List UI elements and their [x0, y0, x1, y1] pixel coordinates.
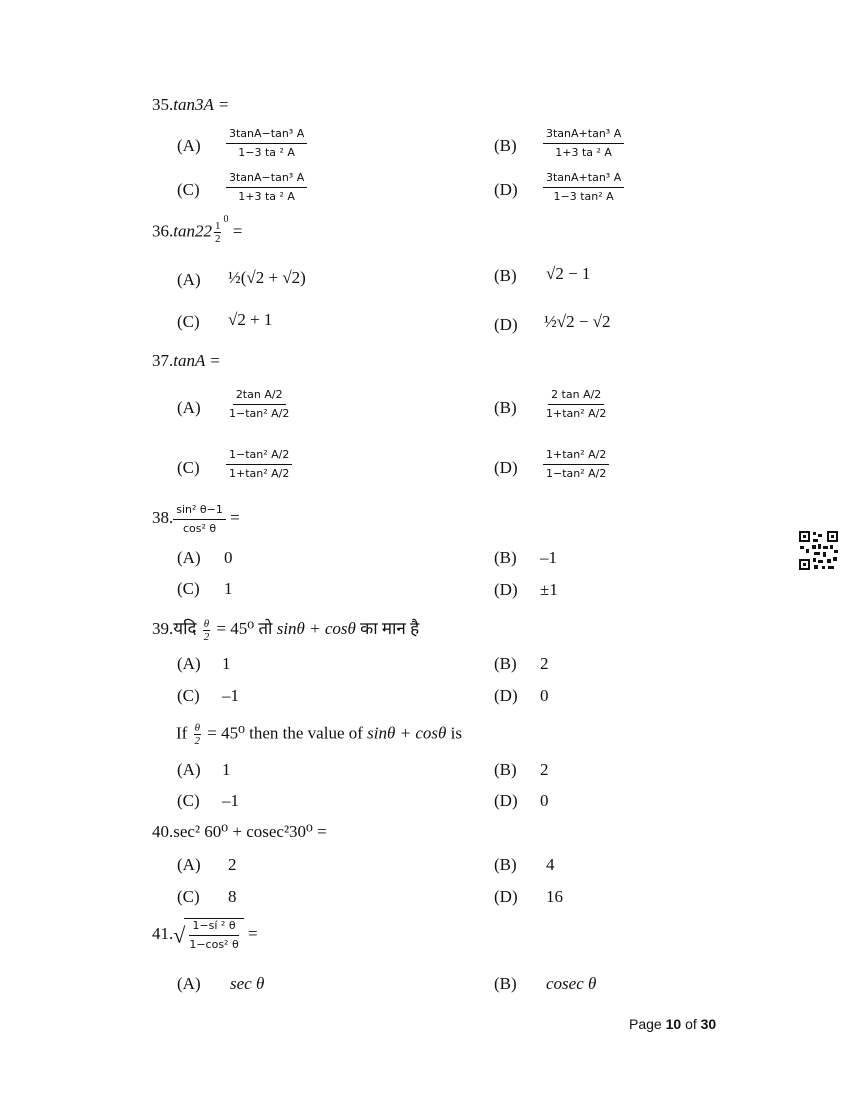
q40-option-b-label: (B) — [494, 855, 517, 874]
q38-option-b-label: (B) — [494, 548, 517, 567]
q40-option-d: 16 — [546, 887, 563, 906]
q36-option-b: √2 − 1 — [546, 264, 591, 283]
q35-option-c-label: (C) — [177, 180, 200, 199]
q37-stem: 37.tanA = — [152, 351, 221, 370]
q39-en-option-d-label: (D) — [494, 791, 518, 810]
q40-option-c-label: (C) — [177, 887, 200, 906]
q39-stem-english: If $\frac{\theta}{2}$ = 45⁰ then the value of sinθ + cosθ is — [176, 722, 462, 748]
q37-option-a: $\frac{\text{2tan A/2}}{\text{1−tan² A/2}}$ — [229, 388, 290, 420]
q35-option-c: $\frac{\text{3tanA−tan³ A}}{\text{1+3 ta ² A}}$ — [226, 171, 307, 204]
q41-option-a-label: (A) — [177, 974, 201, 993]
q36-option-d: ½√2 − √2 — [544, 312, 611, 331]
q37-option-d-label: (D) — [494, 458, 518, 477]
q35-option-a: $\frac{\text{3tanA−tan³ A}}{\text{1−3 ta ² A}}$ — [226, 127, 307, 160]
q39-en-option-d: 0 — [540, 791, 549, 810]
q36-option-b-label: (B) — [494, 266, 517, 285]
q38-option-c: 1 — [224, 579, 233, 598]
q39-en-option-b: 2 — [540, 760, 549, 779]
q38-option-c-label: (C) — [177, 579, 200, 598]
q38-option-a-label: (A) — [177, 548, 201, 567]
q35-option-b: $\frac{\text{3tanA+tan³ A}}{\text{1+3 ta ² A}}$ — [543, 127, 624, 160]
q37-option-c-label: (C) — [177, 458, 200, 477]
q35-option-b-label: (B) — [494, 136, 517, 155]
q41-option-b-label: (B) — [494, 974, 517, 993]
q39-option-d-label: (D) — [494, 686, 518, 705]
q37-option-d: $\frac{\text{1+tan² A/2}}{\text{1−tan² A/2}}$ — [543, 448, 609, 481]
q39-stem-hindi: 39.यदि $\frac{\theta}{2}$ = 45⁰ तो sinθ + cosθ का मान है — [152, 617, 420, 643]
q39-option-a: 1 — [222, 654, 231, 673]
q36-option-a-label: (A) — [177, 270, 201, 289]
q36-option-a: ½(√2 + √2) — [228, 268, 306, 287]
q40-option-a: 2 — [228, 855, 237, 874]
q37-option-b: $\frac{\text{2 tan A/2}}{\text{1+tan² A/2}}$ — [546, 388, 607, 420]
q38-option-d: ±1 — [540, 580, 558, 599]
q39-option-a-label: (A) — [177, 654, 201, 673]
q37-option-c: $\frac{\text{1−tan² A/2}}{\text{1+tan² A/2}}$ — [226, 448, 292, 481]
q41-option-b: cosec θ — [546, 974, 597, 993]
qr-code-icon — [798, 530, 839, 571]
q38-option-a: 0 — [224, 548, 233, 567]
q40-option-a-label: (A) — [177, 855, 201, 874]
q36-option-c: √2 + 1 — [228, 310, 273, 329]
q40-option-b: 4 — [546, 855, 555, 874]
q41-option-a: sec θ — [230, 974, 265, 993]
q35-option-d: $\frac{\text{3tanA+tan³ A}}{\text{1−3 tan² A}}$ — [543, 171, 624, 204]
q40-option-c: 8 — [228, 887, 237, 906]
q39-option-d: 0 — [540, 686, 549, 705]
q35-stem: 35.tan3A = — [152, 95, 230, 114]
q38-stem: 38. $\frac{\text{sin² θ−1}}{\text{cos² θ}}$ = — [152, 503, 240, 535]
q41-stem: 41.√ $\frac{\text{1−sí ² θ}}{\text{1−cos² θ}}$ = — [152, 919, 258, 951]
q40-option-d-label: (D) — [494, 887, 518, 906]
page-number: Page 10 of 30 — [629, 1016, 717, 1032]
q39-en-option-c-label: (C) — [177, 791, 200, 810]
q36-option-c-label: (C) — [177, 312, 200, 331]
q40-stem: 40.sec² 60⁰ + cosec²30⁰ = — [152, 822, 327, 841]
q39-en-option-b-label: (B) — [494, 760, 517, 779]
q37-option-a-label: (A) — [177, 398, 201, 417]
q39-option-c-label: (C) — [177, 686, 200, 705]
q39-en-option-a-label: (A) — [177, 760, 201, 779]
q36-stem: 36.tan22 $\frac{1}{2}$ $^0$ = — [152, 213, 243, 246]
q38-option-d-label: (D) — [494, 580, 518, 599]
q39-en-option-c: –1 — [222, 791, 239, 810]
q39-en-option-a: 1 — [222, 760, 231, 779]
q36-option-d-label: (D) — [494, 315, 518, 334]
q39-option-c: –1 — [222, 686, 239, 705]
q39-option-b: 2 — [540, 654, 549, 673]
q38-option-b: –1 — [540, 548, 557, 567]
q37-option-b-label: (B) — [494, 398, 517, 417]
q35-option-a-label: (A) — [177, 136, 201, 155]
q39-option-b-label: (B) — [494, 654, 517, 673]
q35-option-d-label: (D) — [494, 180, 518, 199]
